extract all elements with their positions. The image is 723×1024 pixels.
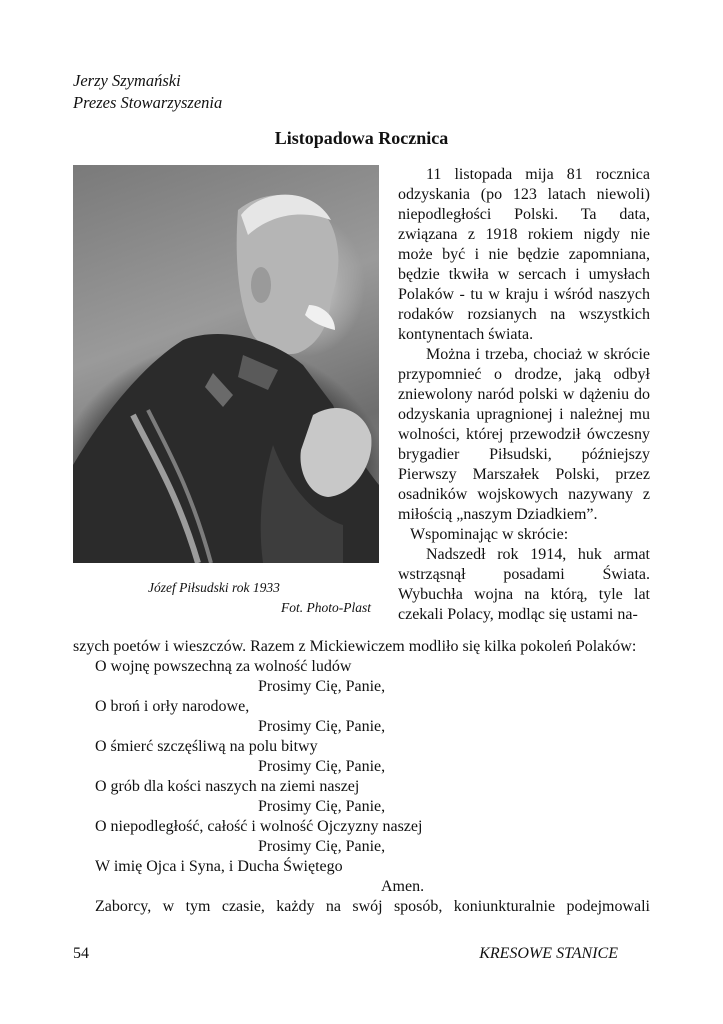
poem-amen: Amen. xyxy=(381,878,425,895)
photo-caption xyxy=(73,578,379,618)
poem-refrain: Prosimy Cię, Panie, xyxy=(258,838,386,855)
poem-refrain: Prosimy Cię, Panie, xyxy=(258,678,386,695)
paragraph-2: Można i trzeba, chociaż w skrócie przypomnieć o drodze, jaką odbył zniewolony naród polski w dążeniu do odzyskania upragnionej i należnej mu wolności, której przewodził ówczesny brygadier Piłsudski, późniejszy Pierwszy Marszałek Polski, przez osadników wojskowych nazywany z miłością „naszym Dziadkiem”. xyxy=(398,346,650,523)
paragraph-3: Wspominając w skrócie: xyxy=(410,526,569,543)
paragraph-4-start: Nadszedł rok 1914, huk armat wstrząsnął posadami Świata. Wybuchła wojna na którą, tyle lat czekali Polacy, modląc się ustami na- xyxy=(398,546,650,623)
portrait-photo xyxy=(73,165,379,563)
poem-refrain: Prosimy Cię, Panie, xyxy=(258,798,386,815)
portrait-illustration xyxy=(73,165,379,563)
author-name: Jerzy Szymański xyxy=(73,71,181,90)
poem-line: O grób dla kości naszych na ziemi naszej xyxy=(95,778,360,795)
poem-line: O broń i orły narodowe, xyxy=(95,698,250,715)
poem-line: O niepodległość, całość i wolność Ojczyzny naszej xyxy=(95,818,423,835)
paragraph-1: 11 listopada mija 81 rocznica odzyskania (po 123 latach niewoli) niepodległości Polski. Ta data, związana z 1918 rokiem nigdy nie może być i nie będzie zapomniana, będzie tkwiła w sercach i umysłach Polaków - tu w kraju i wśród naszych rodaków rozsianych na wszystkich kontynentach świata. xyxy=(398,166,650,343)
poem-refrain: Prosimy Cię, Panie, xyxy=(258,718,386,735)
paragraph-4-end: szych poetów i wieszczów. Razem z Mickiewiczem modliło się kilka pokoleń Polaków: xyxy=(73,638,637,655)
article-body-full-width xyxy=(73,637,650,917)
article-column-right xyxy=(398,165,650,625)
paragraph-5: Zaborcy, w tym czasie, każdy na swój sposób, koniunkturalnie podejmowali xyxy=(95,898,650,915)
poem-line: O wojnę powszechną za wolność ludów xyxy=(95,658,352,675)
poem-refrain: Prosimy Cię, Panie, xyxy=(258,758,386,775)
poem-line: W imię Ojca i Syna, i Ducha Świętego xyxy=(95,858,343,875)
journal-name: KRESOWE STANICE xyxy=(479,945,618,962)
page-number: 54 xyxy=(73,945,89,962)
poem-line: O śmierć szczęśliwą na polu bitwy xyxy=(95,738,318,755)
photo-caption-title: Józef Piłsudski rok 1933 xyxy=(148,580,280,595)
poem xyxy=(73,657,650,897)
article-title: Listopadowa Rocznica xyxy=(274,128,449,148)
photo-credit: Fot. Photo-Plast xyxy=(281,600,371,615)
author-role: Prezes Stowarzyszenia xyxy=(73,93,223,112)
author-block xyxy=(73,70,222,114)
